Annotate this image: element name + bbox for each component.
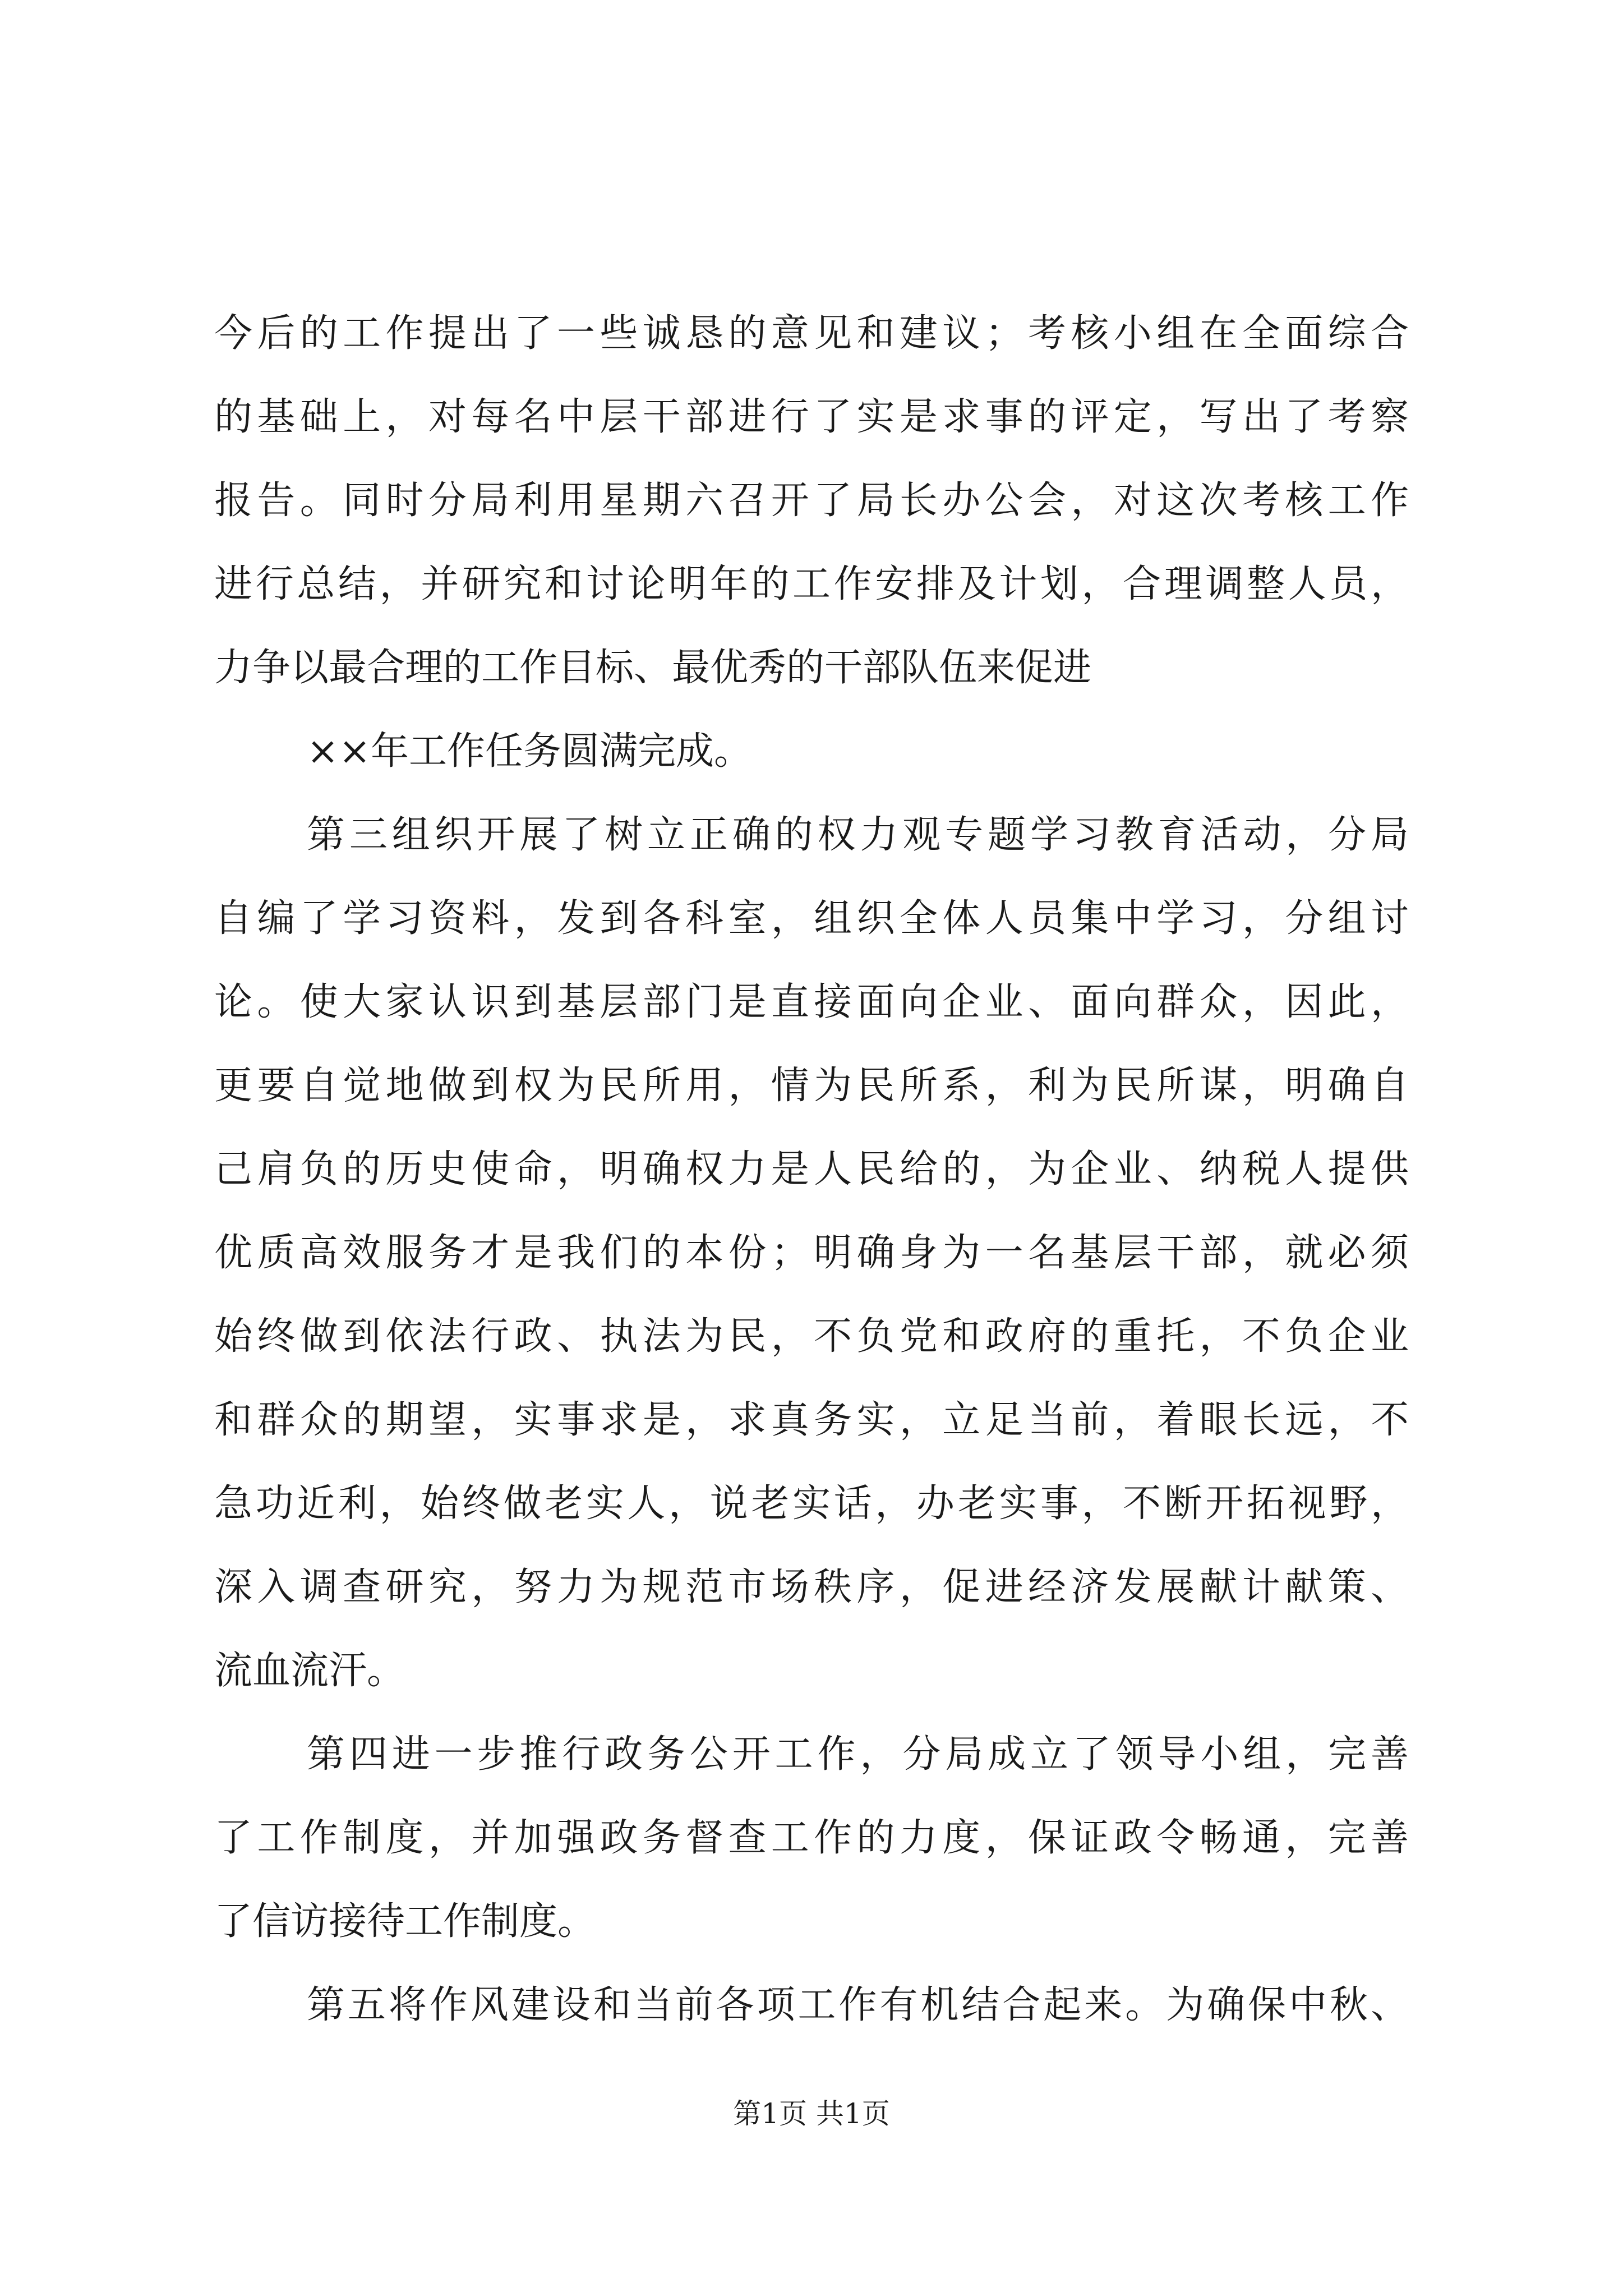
text-line: 今后的工作提出了一些诚恳的意见和建议；考核小组在全面综合: [214, 311, 1409, 356]
text-line: 第三组织开展了树立正确的权力观专题学习教育活动，分局: [307, 813, 1409, 857]
text-line: 始终做到依法行政、执法为民，不负党和政府的重托，不负企业: [214, 1314, 1409, 1359]
text-line: 流血流汗。: [214, 1649, 405, 1693]
text-line: 了信访接待工作制度。: [214, 1899, 596, 1944]
text-line: 己肩负的历史使命，明确权力是人民给的，为企业、纳税人提供: [214, 1147, 1409, 1191]
text-line: 进行总结，并研究和讨论明年的工作安排及计划，合理调整人员，: [214, 562, 1409, 606]
text-line: 第四进一步推行政务公开工作，分局成立了领导小组，完善: [307, 1732, 1409, 1777]
text-line: ××年工作任务圆满完成。: [307, 729, 752, 774]
text-line: 的基础上，对每名中层干部进行了实是求事的评定，写出了考察: [214, 395, 1409, 439]
text-line: 第五将作风建设和当前各项工作有机结合起来。为确保中秋、: [307, 1983, 1409, 2027]
text-line: 自编了学习资料，发到各科室，组织全体人员集中学习，分组讨: [214, 896, 1409, 941]
text-line: 急功近利，始终做老实人，说老实话，办老实事，不断开拓视野，: [214, 1481, 1409, 1526]
body-text: [214, 292, 1409, 2047]
text-line: 更要自觉地做到权为民所用，情为民所系，利为民所谋，明确自: [214, 1064, 1409, 1108]
text-line: 报告。同时分局利用星期六召开了局长办公会，对这次考核工作: [214, 478, 1409, 523]
page-footer: 第1页 共1页: [733, 2097, 890, 2130]
text-line: 了工作制度，并加强政务督查工作的力度，保证政令畅通，完善: [214, 1816, 1409, 1860]
text-line: 深入调查研究，努力为规范市场秩序，促进经济发展献计献策、: [214, 1565, 1409, 1609]
text-line: 优质高效服务才是我们的本份；明确身为一名基层干部，就必须: [214, 1231, 1409, 1275]
text-line: 论。使大家认识到基层部门是直接面向企业、面向群众，因此，: [214, 980, 1409, 1024]
text-line: 力争以最合理的工作目标、最优秀的干部队伍来促进: [214, 646, 1092, 690]
text-line: 和群众的期望，实事求是，求真务实，立足当前，着眼长远，不: [214, 1398, 1409, 1442]
